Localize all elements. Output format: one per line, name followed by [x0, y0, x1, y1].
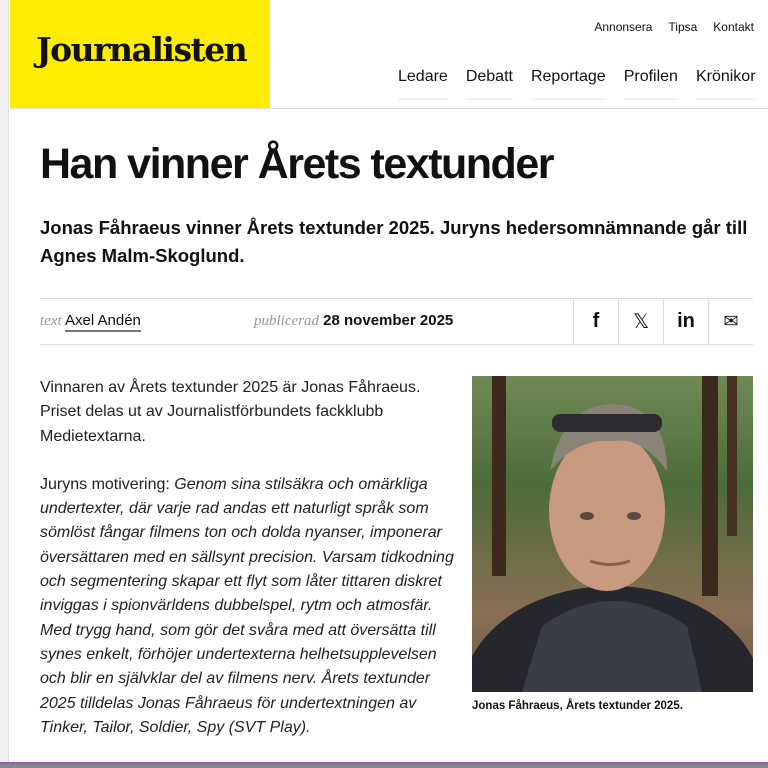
article-meta: [40, 298, 753, 345]
x-share-icon[interactable]: 𝕏: [618, 299, 663, 344]
nav-profilen[interactable]: Profilen: [624, 68, 678, 100]
article-body: [40, 376, 460, 764]
motivation-label: Juryns motivering:: [40, 475, 175, 493]
bottom-bar: [0, 762, 768, 768]
paragraph: [40, 473, 460, 740]
nav-reportage[interactable]: Reportage: [531, 68, 606, 100]
photo-caption: Jonas Fåhraeus, Årets textunder 2025.: [472, 700, 683, 712]
nav-ledare[interactable]: Ledare: [398, 68, 448, 100]
utility-nav: [594, 20, 754, 34]
link-annonsera[interactable]: Annonsera: [594, 20, 653, 34]
published-date: 28 november 2025: [323, 312, 454, 329]
facebook-share-icon[interactable]: f: [573, 299, 618, 344]
logo: Journalisten: [36, 30, 247, 69]
article-photo: [472, 376, 753, 692]
published: [254, 312, 453, 330]
nav-debatt[interactable]: Debatt: [466, 68, 513, 100]
link-kontakt[interactable]: Kontakt: [713, 20, 754, 34]
email-share-icon[interactable]: ✉: [708, 299, 753, 344]
paragraph: Vinnaren av Årets textunder 2025 är Jonas Fåhraeus. Priset delas ut av Journalistförbundets fackklubb Medietextarna.: [40, 379, 421, 445]
portrait-image: [472, 376, 753, 692]
author-link[interactable]: Axel Andén: [65, 312, 141, 332]
main-nav: [398, 68, 756, 100]
share-buttons: [573, 299, 753, 344]
published-label: publicerad: [254, 313, 319, 329]
left-border: [0, 0, 9, 768]
byline: [40, 312, 141, 330]
nav-kronikor[interactable]: Krönikor: [696, 68, 756, 100]
header-divider: [10, 108, 768, 109]
linkedin-share-icon[interactable]: in: [663, 299, 708, 344]
jury-motivation: Genom sina stilsäkra och omärkliga undertexter, där varje rad andas ett naturligt språk som sömlöst fångar filmens ton och dolda nyanser, imponerar översättaren med en sällsynt precision. Varsam tidkodning och segmentering skapar ett flyt som låter tittaren diskret inviggas i spionvärldens dubbelspel, rytm och atmosfär. Med trygg hand, som gör det svåra med att översätta till synes enkelt, förhöjer undertexterna helhetsupplevelsen och blir en självklar del av filmens nerv. Årets textunder 2025 tilldelas Jonas Fåhraeus för undertextningen av Tinker, Tailor, Soldier, Spy (SVT Play).: [40, 475, 454, 736]
article-lead: Jonas Fåhraeus vinner Årets textunder 2025. Juryns hedersomnämnande går till Agnes Malm-Skoglund.: [40, 217, 748, 266]
link-tipsa[interactable]: Tipsa: [668, 20, 698, 34]
byline-label: text: [40, 313, 62, 329]
logo-link[interactable]: [10, 0, 270, 108]
article-title: Han vinner Årets textunder: [40, 140, 553, 188]
